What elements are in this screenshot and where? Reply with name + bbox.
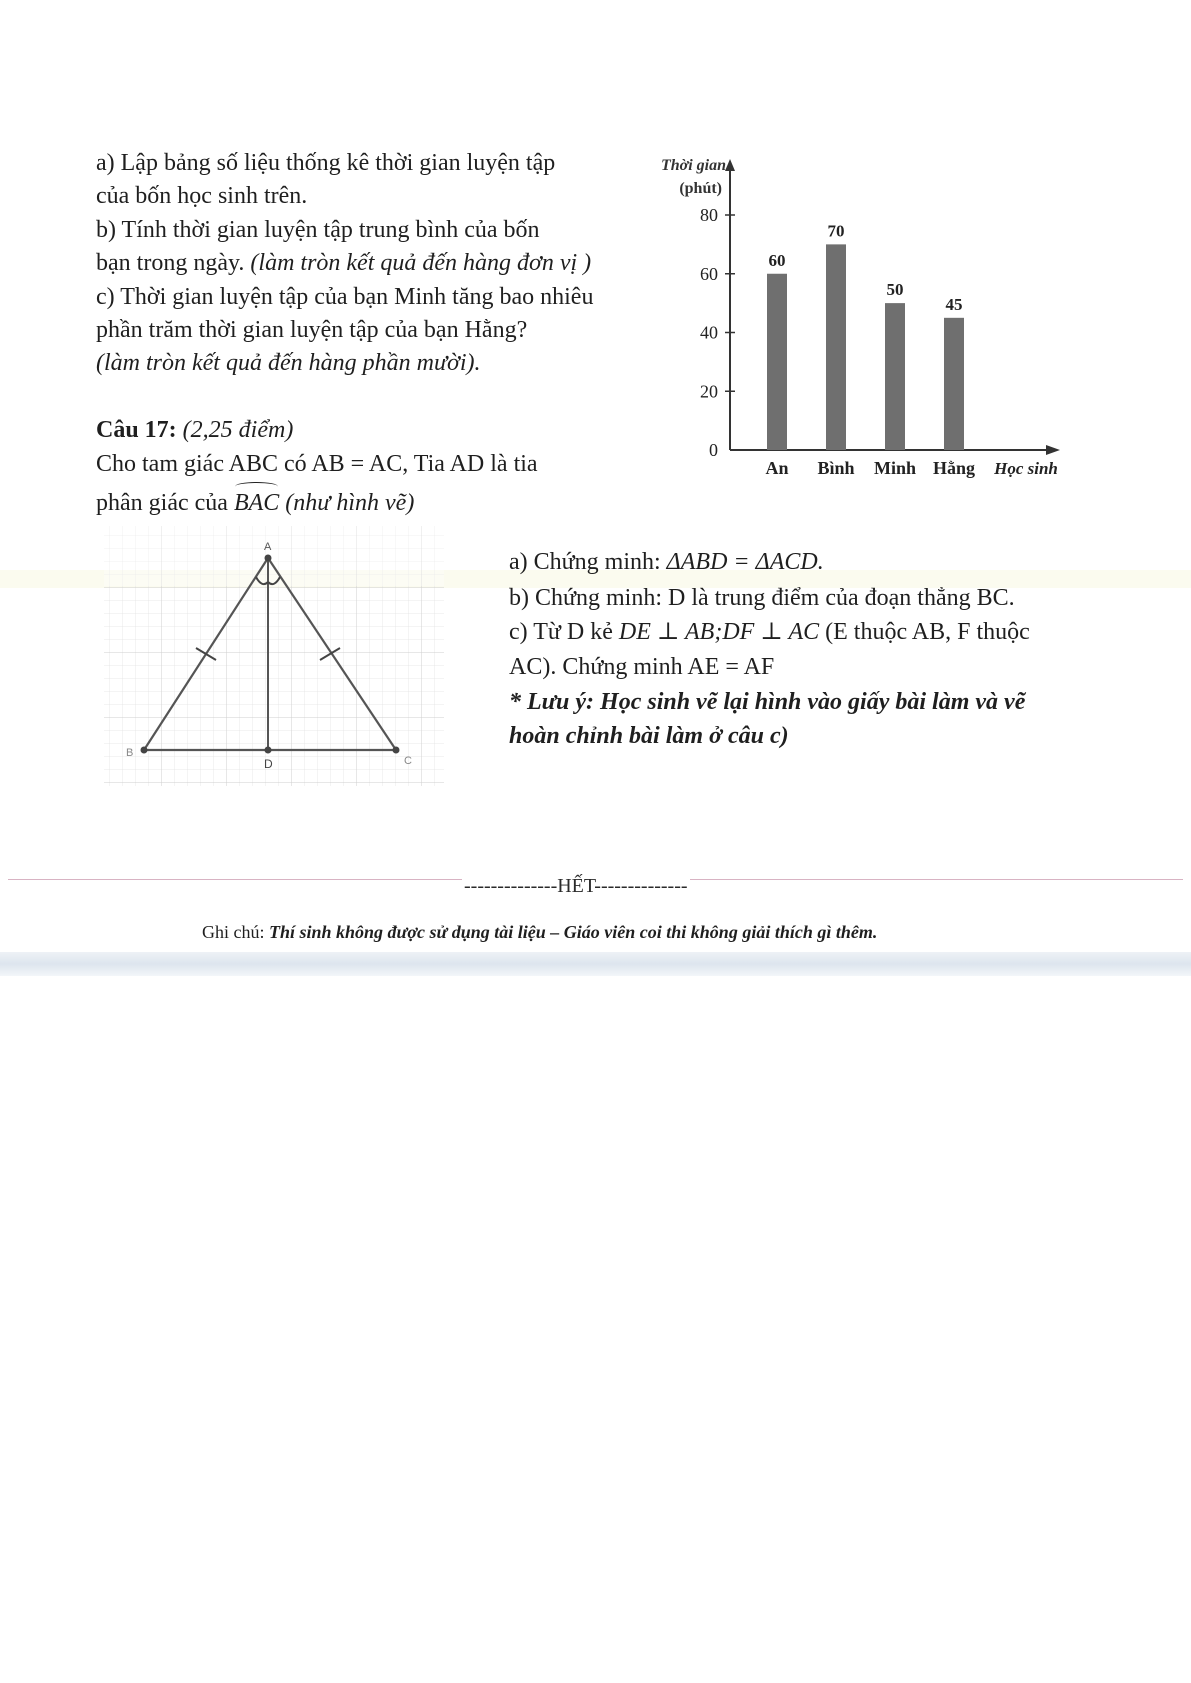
- y-tick-label: 20: [700, 381, 718, 402]
- x-axis-arrow: [1046, 445, 1060, 455]
- q17-b: b) Chứng minh: D là trung điểm của đoạn thẳng BC.: [509, 585, 1015, 611]
- footer-note: [202, 920, 877, 944]
- q17-a-text: a) Chứng minh:: [509, 549, 661, 575]
- q17-a-math: ΔABD = ΔACD.: [666, 549, 824, 575]
- y-axis-arrow: [725, 159, 735, 171]
- q16-a-line2: của bốn học sinh trên.: [96, 183, 308, 209]
- q16-b-line2: [96, 247, 591, 279]
- label-b: B: [126, 747, 134, 759]
- q17-a: [509, 546, 824, 578]
- bar-1: [767, 274, 787, 450]
- q17-points: (2,25 điểm): [182, 417, 294, 443]
- q17-c: [509, 616, 1030, 648]
- y-axis-label-line1: Thời gian: [660, 157, 726, 174]
- q16-c-line2: phần trăm thời gian luyện tập của bạn Hằng?: [96, 317, 528, 343]
- vertex-c: [393, 747, 400, 754]
- q16-b-line2-text: bạn trong ngày.: [96, 250, 245, 276]
- q17-line1: Cho tam giác ABC có AB = AC, Tia AD là tia: [96, 451, 538, 477]
- x-tick-label: Hằng: [932, 458, 976, 478]
- bar-4: [944, 318, 964, 450]
- x-axis-label: Học sinh: [994, 459, 1058, 478]
- scan-band-bottom: [0, 952, 1191, 976]
- footer-text: Thí sinh không được sử dụng tài liệu – Giáo viên coi thi không giải thích gì thêm.: [269, 922, 878, 942]
- figure-top-noise: [104, 526, 444, 586]
- end-mark: --------------HẾT--------------: [464, 875, 688, 897]
- y-axis-label-line2: (phút): [679, 180, 722, 197]
- bar-value-label: 60: [768, 250, 786, 270]
- q17-c-text2: (E thuộc AB, F thuộc: [825, 619, 1030, 645]
- q17-note-line2: hoàn chỉnh bài làm ở câu c): [509, 723, 789, 749]
- bar-value-label: 50: [886, 280, 904, 300]
- label-c: C: [404, 755, 412, 767]
- q17-c-text1: c) Từ D kẻ: [509, 619, 613, 645]
- q17-c-line2: AC). Chứng minh AE = AF: [509, 654, 775, 680]
- x-tick-label: Minh: [873, 458, 917, 478]
- q17-note-line1: * Lưu ý: Học sinh vẽ lại hình vào giấy bài làm và vẽ: [509, 689, 1026, 715]
- bar-chart: [630, 150, 1070, 490]
- angle-bac: BAC: [234, 487, 279, 519]
- x-tick-label: An: [765, 458, 789, 478]
- bar-2: [826, 244, 846, 450]
- bar-value-label: 70: [827, 221, 845, 241]
- triangle-figure: [96, 522, 456, 794]
- x-tick-label: Bình: [817, 458, 855, 478]
- label-a: A: [264, 541, 272, 553]
- q16-b-line1: b) Tính thời gian luyện tập trung bình của bốn: [96, 217, 540, 243]
- y-tick-label: 60: [700, 263, 718, 284]
- vertex-a: [265, 555, 272, 562]
- vertex-d: [265, 747, 272, 754]
- q17-line2-note: (như hình vẽ): [285, 490, 415, 516]
- label-d: D: [264, 757, 273, 771]
- y-tick-label: 80: [700, 205, 718, 225]
- vertex-b: [141, 747, 148, 754]
- footer-label: Ghi chú:: [202, 922, 265, 942]
- y-tick-label: 40: [700, 322, 718, 343]
- bar-3: [885, 303, 905, 450]
- q17-line2: [96, 487, 414, 519]
- q17-c-math: DE ⊥ AB;DF ⊥ AC: [618, 619, 820, 645]
- q17-heading: [96, 414, 293, 446]
- q16-b-line2-note: (làm tròn kết quả đến hàng đơn vị ): [250, 250, 592, 276]
- q16-c-line1: c) Thời gian luyện tập của bạn Minh tăng bao nhiêu: [96, 284, 594, 310]
- q16-a-line1: a) Lập bảng số liệu thống kê thời gian luyện tập: [96, 150, 556, 176]
- q17-line2-text: phân giác của: [96, 490, 228, 516]
- q16-c-line3: (làm tròn kết quả đến hàng phần mười).: [96, 350, 481, 376]
- q17-title: Câu 17:: [96, 417, 177, 443]
- y-tick-label: 0: [709, 440, 718, 460]
- bar-value-label: 45: [945, 294, 963, 314]
